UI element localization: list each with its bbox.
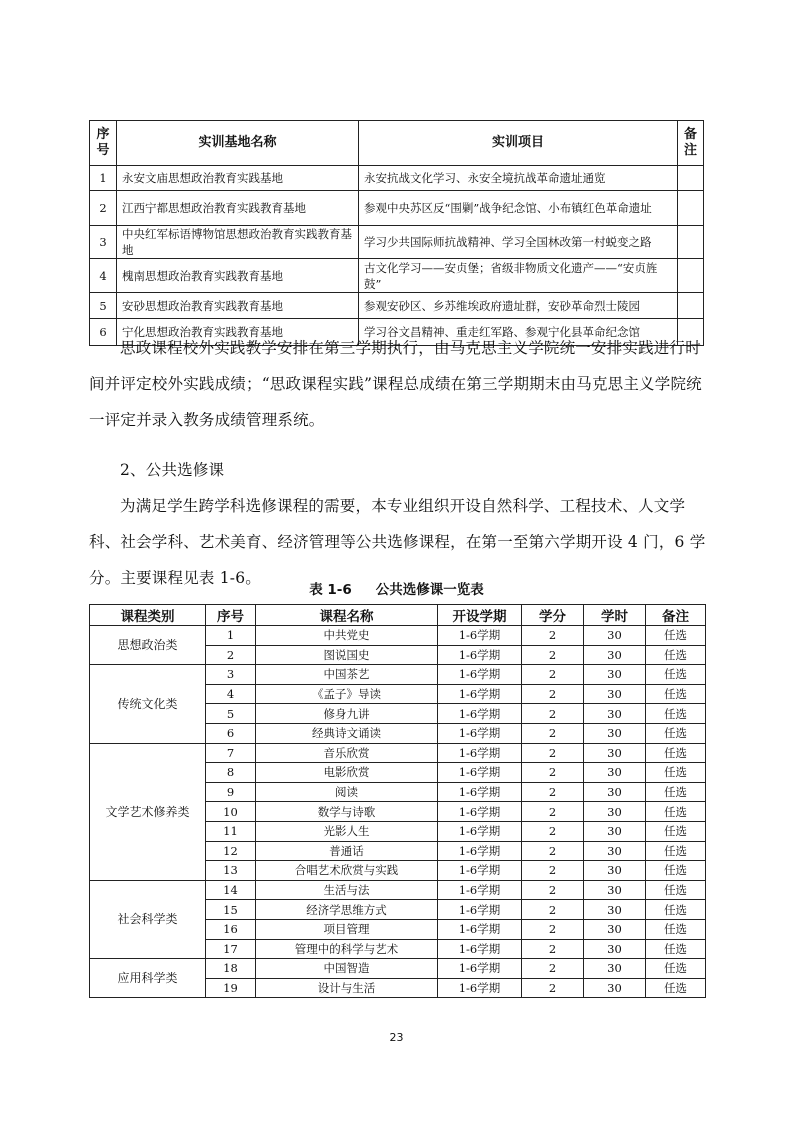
cell-course-name: 《孟子》导读 bbox=[256, 684, 438, 704]
cell-term: 1-6学期 bbox=[438, 763, 522, 783]
header-credit: 学分 bbox=[522, 605, 584, 626]
cell-note: 任选 bbox=[646, 684, 706, 704]
cell-category: 社会科学类 bbox=[90, 880, 206, 958]
header-note-line1: 备 bbox=[683, 127, 697, 142]
cell-no: 10 bbox=[206, 802, 256, 822]
cell-course-name: 中国茶艺 bbox=[256, 665, 438, 685]
cell-note: 任选 bbox=[646, 821, 706, 841]
cell-credit: 2 bbox=[522, 782, 584, 802]
cell-project: 参观中央苏区反“围剿”战争纪念馆、小布镇红色革命遗址 bbox=[359, 191, 678, 226]
cell-credit: 2 bbox=[522, 939, 584, 959]
cell-hours: 30 bbox=[584, 900, 646, 920]
section-heading: 2、公共选修课 bbox=[120, 461, 225, 479]
cell-note bbox=[678, 293, 704, 319]
cell-note: 任选 bbox=[646, 763, 706, 783]
cell-term: 1-6学期 bbox=[438, 880, 522, 900]
table-row bbox=[90, 626, 706, 646]
cell-course-name: 中国智造 bbox=[256, 959, 438, 979]
header-category: 课程类别 bbox=[90, 605, 206, 626]
cell-term: 1-6学期 bbox=[438, 861, 522, 881]
cell-term: 1-6学期 bbox=[438, 782, 522, 802]
cell-no: 3 bbox=[206, 665, 256, 685]
cell-term: 1-6学期 bbox=[438, 626, 522, 646]
practice-base-table bbox=[89, 120, 704, 346]
table-row bbox=[90, 743, 706, 763]
table-row bbox=[90, 166, 704, 191]
cell-course-name: 中共党史 bbox=[256, 626, 438, 646]
cell-course-name: 项目管理 bbox=[256, 919, 438, 939]
cell-note bbox=[678, 166, 704, 191]
cell-category: 应用科学类 bbox=[90, 959, 206, 998]
cell-term: 1-6学期 bbox=[438, 723, 522, 743]
cell-note: 任选 bbox=[646, 782, 706, 802]
elective-courses-table bbox=[89, 604, 706, 998]
cell-project: 永安抗战文化学习、永安全境抗战革命遗址通览 bbox=[359, 166, 678, 191]
cell-course-name: 音乐欣赏 bbox=[256, 743, 438, 763]
cell-note bbox=[678, 191, 704, 226]
cell-hours: 30 bbox=[584, 959, 646, 979]
elective-courses-body bbox=[90, 626, 706, 998]
cell-no: 6 bbox=[90, 319, 117, 346]
header-term: 开设学期 bbox=[438, 605, 522, 626]
cell-note bbox=[678, 226, 704, 259]
cell-credit: 2 bbox=[522, 841, 584, 861]
cell-no: 12 bbox=[206, 841, 256, 861]
cell-note: 任选 bbox=[646, 919, 706, 939]
cell-credit: 2 bbox=[522, 880, 584, 900]
header-seq: 序号 bbox=[206, 605, 256, 626]
cell-term: 1-6学期 bbox=[438, 645, 522, 665]
cell-no: 9 bbox=[206, 782, 256, 802]
cell-base: 宁化思想政治教育实践教育基地 bbox=[117, 319, 359, 346]
cell-credit: 2 bbox=[522, 978, 584, 998]
caption-number: 表 1-6 bbox=[309, 582, 352, 598]
cell-no: 16 bbox=[206, 919, 256, 939]
cell-course-name: 电影欣赏 bbox=[256, 763, 438, 783]
cell-term: 1-6学期 bbox=[438, 821, 522, 841]
cell-hours: 30 bbox=[584, 665, 646, 685]
cell-hours: 30 bbox=[584, 626, 646, 646]
cell-hours: 30 bbox=[584, 841, 646, 861]
cell-hours: 30 bbox=[584, 978, 646, 998]
cell-hours: 30 bbox=[584, 939, 646, 959]
cell-term: 1-6学期 bbox=[438, 919, 522, 939]
caption-title: 公共选修课一览表 bbox=[375, 582, 484, 598]
cell-credit: 2 bbox=[522, 684, 584, 704]
header-base-name: 实训基地名称 bbox=[117, 121, 359, 166]
cell-credit: 2 bbox=[522, 743, 584, 763]
table-row bbox=[90, 959, 706, 979]
header-project: 实训项目 bbox=[359, 121, 678, 166]
cell-credit: 2 bbox=[522, 900, 584, 920]
cell-hours: 30 bbox=[584, 723, 646, 743]
cell-note: 任选 bbox=[646, 723, 706, 743]
cell-hours: 30 bbox=[584, 821, 646, 841]
header-hours: 学时 bbox=[584, 605, 646, 626]
cell-credit: 2 bbox=[522, 723, 584, 743]
cell-credit: 2 bbox=[522, 626, 584, 646]
cell-no: 3 bbox=[90, 226, 117, 259]
cell-base: 江西宁都思想政治教育实践教育基地 bbox=[117, 191, 359, 226]
cell-note: 任选 bbox=[646, 978, 706, 998]
cell-note: 任选 bbox=[646, 841, 706, 861]
cell-category: 思想政治类 bbox=[90, 626, 206, 665]
header-course-name: 课程名称 bbox=[256, 605, 438, 626]
cell-no: 19 bbox=[206, 978, 256, 998]
table-row bbox=[90, 880, 706, 900]
cell-project: 学习谷文昌精神、重走红军路、参观宁化县革命纪念馆 bbox=[359, 319, 678, 346]
paragraph-practice-arrangement: 思政课程校外实践教学安排在第三学期执行，由马克思主义学院统一安排实践进行时间并评定校外实践成绩；“思政课程实践”课程总成绩在第三学期期末由马克思主义学院统一评定并录入教务成绩管理系统。 bbox=[89, 339, 702, 429]
cell-term: 1-6学期 bbox=[438, 978, 522, 998]
cell-no: 4 bbox=[206, 684, 256, 704]
page-number: 23 bbox=[389, 1031, 404, 1044]
cell-no: 8 bbox=[206, 763, 256, 783]
cell-hours: 30 bbox=[584, 919, 646, 939]
cell-hours: 30 bbox=[584, 684, 646, 704]
cell-course-name: 阅读 bbox=[256, 782, 438, 802]
cell-credit: 2 bbox=[522, 919, 584, 939]
cell-note: 任选 bbox=[646, 959, 706, 979]
cell-course-name: 管理中的科学与艺术 bbox=[256, 939, 438, 959]
cell-note: 任选 bbox=[646, 900, 706, 920]
cell-hours: 30 bbox=[584, 704, 646, 724]
cell-course-name: 光影人生 bbox=[256, 821, 438, 841]
cell-note: 任选 bbox=[646, 704, 706, 724]
cell-hours: 30 bbox=[584, 861, 646, 881]
cell-credit: 2 bbox=[522, 704, 584, 724]
cell-note: 任选 bbox=[646, 743, 706, 763]
cell-hours: 30 bbox=[584, 880, 646, 900]
cell-course-name: 修身九讲 bbox=[256, 704, 438, 724]
cell-credit: 2 bbox=[522, 861, 584, 881]
cell-project: 学习少共国际师抗战精神、学习全国林改第一村蜕变之路 bbox=[359, 226, 678, 259]
cell-hours: 30 bbox=[584, 782, 646, 802]
cell-credit: 2 bbox=[522, 763, 584, 783]
cell-no: 2 bbox=[90, 191, 117, 226]
table-row bbox=[90, 293, 704, 319]
cell-no: 14 bbox=[206, 880, 256, 900]
cell-no: 1 bbox=[206, 626, 256, 646]
cell-note: 任选 bbox=[646, 939, 706, 959]
cell-no: 17 bbox=[206, 939, 256, 959]
cell-no: 2 bbox=[206, 645, 256, 665]
cell-base: 永安文庙思想政治教育实践基地 bbox=[117, 166, 359, 191]
header-seq bbox=[90, 121, 117, 166]
cell-course-name: 设计与生活 bbox=[256, 978, 438, 998]
cell-category: 传统文化类 bbox=[90, 665, 206, 743]
cell-term: 1-6学期 bbox=[438, 684, 522, 704]
cell-term: 1-6学期 bbox=[438, 802, 522, 822]
cell-term: 1-6学期 bbox=[438, 841, 522, 861]
header-note: 备注 bbox=[646, 605, 706, 626]
cell-base: 安砂思想政治教育实践教育基地 bbox=[117, 293, 359, 319]
cell-hours: 30 bbox=[584, 763, 646, 783]
cell-course-name: 数学与诗歌 bbox=[256, 802, 438, 822]
cell-no: 4 bbox=[90, 259, 117, 293]
cell-course-name: 经典诗文诵读 bbox=[256, 723, 438, 743]
cell-note: 任选 bbox=[646, 880, 706, 900]
cell-term: 1-6学期 bbox=[438, 959, 522, 979]
cell-credit: 2 bbox=[522, 665, 584, 685]
cell-no: 7 bbox=[206, 743, 256, 763]
cell-no: 13 bbox=[206, 861, 256, 881]
table-caption bbox=[0, 578, 793, 598]
paragraph-electives-intro: 为满足学生跨学科选修课程的需要，本专业组织开设自然科学、工程技术、人文学科、社会学科、艺术美育、经济管理等公共选修课程，在第一至第六学期开设 4 门，6 学分。主要课程见表 1-6。 bbox=[89, 497, 706, 587]
cell-hours: 30 bbox=[584, 645, 646, 665]
table-header-row bbox=[90, 121, 704, 166]
table-row bbox=[90, 259, 704, 293]
cell-base: 槐南思想政治教育实践教育基地 bbox=[117, 259, 359, 293]
header-note-line2: 注 bbox=[683, 143, 697, 158]
cell-course-name: 合唱艺术欣赏与实践 bbox=[256, 861, 438, 881]
cell-category: 文学艺术修养类 bbox=[90, 743, 206, 880]
cell-credit: 2 bbox=[522, 821, 584, 841]
cell-hours: 30 bbox=[584, 802, 646, 822]
cell-base: 中央红军标语博物馆思想政治教育实践教育基地 bbox=[117, 226, 359, 259]
cell-note: 任选 bbox=[646, 665, 706, 685]
cell-note: 任选 bbox=[646, 645, 706, 665]
cell-project: 古文化学习——安贞堡；省级非物质文化遗产——“安贞旌鼓” bbox=[359, 259, 678, 293]
cell-term: 1-6学期 bbox=[438, 743, 522, 763]
cell-no: 5 bbox=[90, 293, 117, 319]
cell-note: 任选 bbox=[646, 802, 706, 822]
header-seq-line2: 号 bbox=[96, 143, 110, 158]
cell-no: 18 bbox=[206, 959, 256, 979]
cell-course-name: 经济学思维方式 bbox=[256, 900, 438, 920]
cell-no: 15 bbox=[206, 900, 256, 920]
cell-note bbox=[678, 259, 704, 293]
cell-no: 6 bbox=[206, 723, 256, 743]
cell-no: 5 bbox=[206, 704, 256, 724]
cell-term: 1-6学期 bbox=[438, 939, 522, 959]
cell-term: 1-6学期 bbox=[438, 704, 522, 724]
table-row bbox=[90, 665, 706, 685]
cell-course-name: 图说国史 bbox=[256, 645, 438, 665]
table-header-row bbox=[90, 605, 706, 626]
cell-note: 任选 bbox=[646, 861, 706, 881]
header-note bbox=[678, 121, 704, 166]
cell-term: 1-6学期 bbox=[438, 665, 522, 685]
table-row bbox=[90, 226, 704, 259]
cell-credit: 2 bbox=[522, 959, 584, 979]
cell-credit: 2 bbox=[522, 645, 584, 665]
cell-credit: 2 bbox=[522, 802, 584, 822]
cell-course-name: 普通话 bbox=[256, 841, 438, 861]
cell-no: 1 bbox=[90, 166, 117, 191]
header-seq-line1: 序 bbox=[96, 127, 110, 142]
cell-hours: 30 bbox=[584, 743, 646, 763]
cell-project: 参观安砂区、乡苏维埃政府遗址群，安砂革命烈士陵园 bbox=[359, 293, 678, 319]
cell-term: 1-6学期 bbox=[438, 900, 522, 920]
cell-note: 任选 bbox=[646, 626, 706, 646]
cell-course-name: 生活与法 bbox=[256, 880, 438, 900]
cell-no: 11 bbox=[206, 821, 256, 841]
table-row bbox=[90, 191, 704, 226]
